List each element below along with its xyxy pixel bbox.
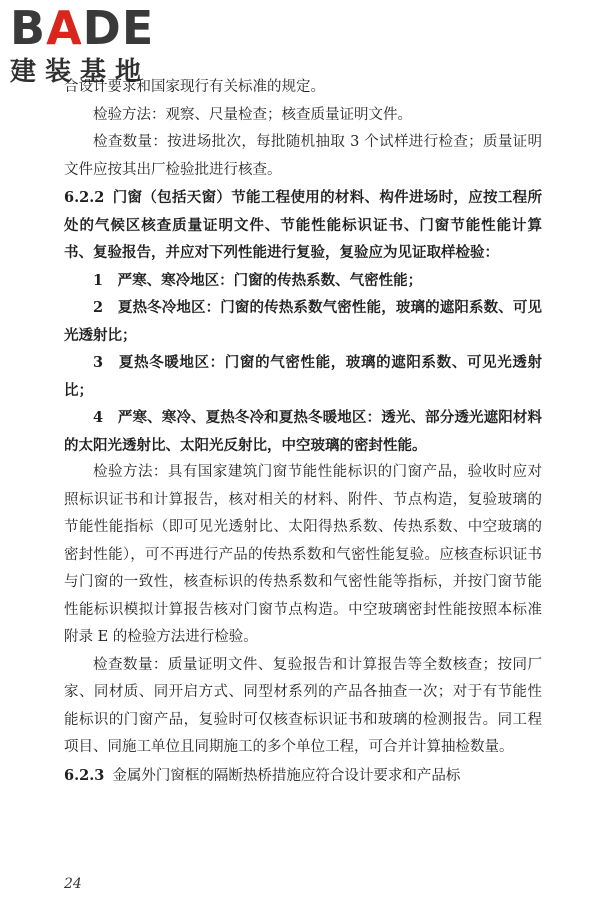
paragraph-inspection-quantity: 检查数量：按进场批次，每批随机抽取 3 个试样进行检查；质量证明文件应按其出厂检验批进行核查。 [64, 134, 542, 178]
logo-subtitle: 建装基地 [10, 57, 151, 87]
paragraph-inspection-method: 检验方法：具有国家建筑门窗节能性能标识的门窗产品，验收时应对照标识证书和计算报告，核对相关的材料、附件、节点构造，复验玻璃的节能性能指标（即可见光透射比、太阳得热系数、传热系数、中空玻璃的密封性能），可不再进行产品的传热系数和气密性能复验。应核查标识证书与门窗的一致性，核查标识的传热系数和气密性能等指标，并按门窗节能性能标识模拟计算报告核对门窗节点构造。中空玻璃密封性能按照本标准附录 E 的检验方法进行检验。 [64, 464, 542, 645]
clause-text: 金属外门窗框的隔断热桥措施应符合设计要求和产品标 [112, 767, 461, 784]
logo-letters-de: DE [82, 1, 155, 55]
logo-letter-b: B [10, 1, 47, 55]
paragraph-inspection-method: 检验方法：观察、尺量检查；核查质量证明文件。 [93, 106, 412, 123]
logo-wordmark [10, 1, 180, 55]
page-number: 24 [64, 876, 82, 892]
list-item: 1 严寒、寒冷地区：门窗的传热系数、气密性能； [93, 271, 423, 289]
list-item: 3 夏热冬暖地区：门窗的气密性能，玻璃的遮阳系数、可见光透射比； [64, 354, 542, 399]
clause-number: 6.2.2 [64, 189, 105, 206]
document-body [64, 74, 542, 790]
paragraph-inspection-quantity: 检查数量：质量证明文件、复验报告和计算报告等全数核查；按同厂家、同材质、同开启方式、同型材系列的产品各抽查一次；对于有节能性能标识的门窗产品，复验时可仅核查标识证书和玻璃的检测报告。同工程项目、同施工单位且同期施工的多个单位工程，可合并计算抽检数量。 [64, 656, 542, 755]
paragraph-continuation: 合设计要求和国家现行有关标准的规定。 [64, 79, 325, 95]
clause-6-2-3 [64, 762, 542, 791]
clause-6-2-2 [64, 184, 542, 267]
list-item: 2 夏热冬冷地区：门窗的传热系数气密性能，玻璃的遮阳系数、可见光透射比； [64, 299, 542, 344]
logo-letter-a: A [46, 1, 83, 55]
clause-text: 门窗（包括天窗）节能工程使用的材料、构件进场时，应按工程所处的气候区核查质量证明文件、节能性能标识证书、门窗节能性能计算书、复验报告，并应对下列性能进行复验，复验应为见证取样检验： [64, 189, 542, 261]
clause-number: 6.2.3 [64, 766, 105, 784]
list-item: 4 严寒、寒冷、夏热冬冷和夏热冬暖地区：透光、部分透光遮阳材料的太阳光透射比、太阳光反射比，中空玻璃的密封性能。 [64, 409, 542, 454]
